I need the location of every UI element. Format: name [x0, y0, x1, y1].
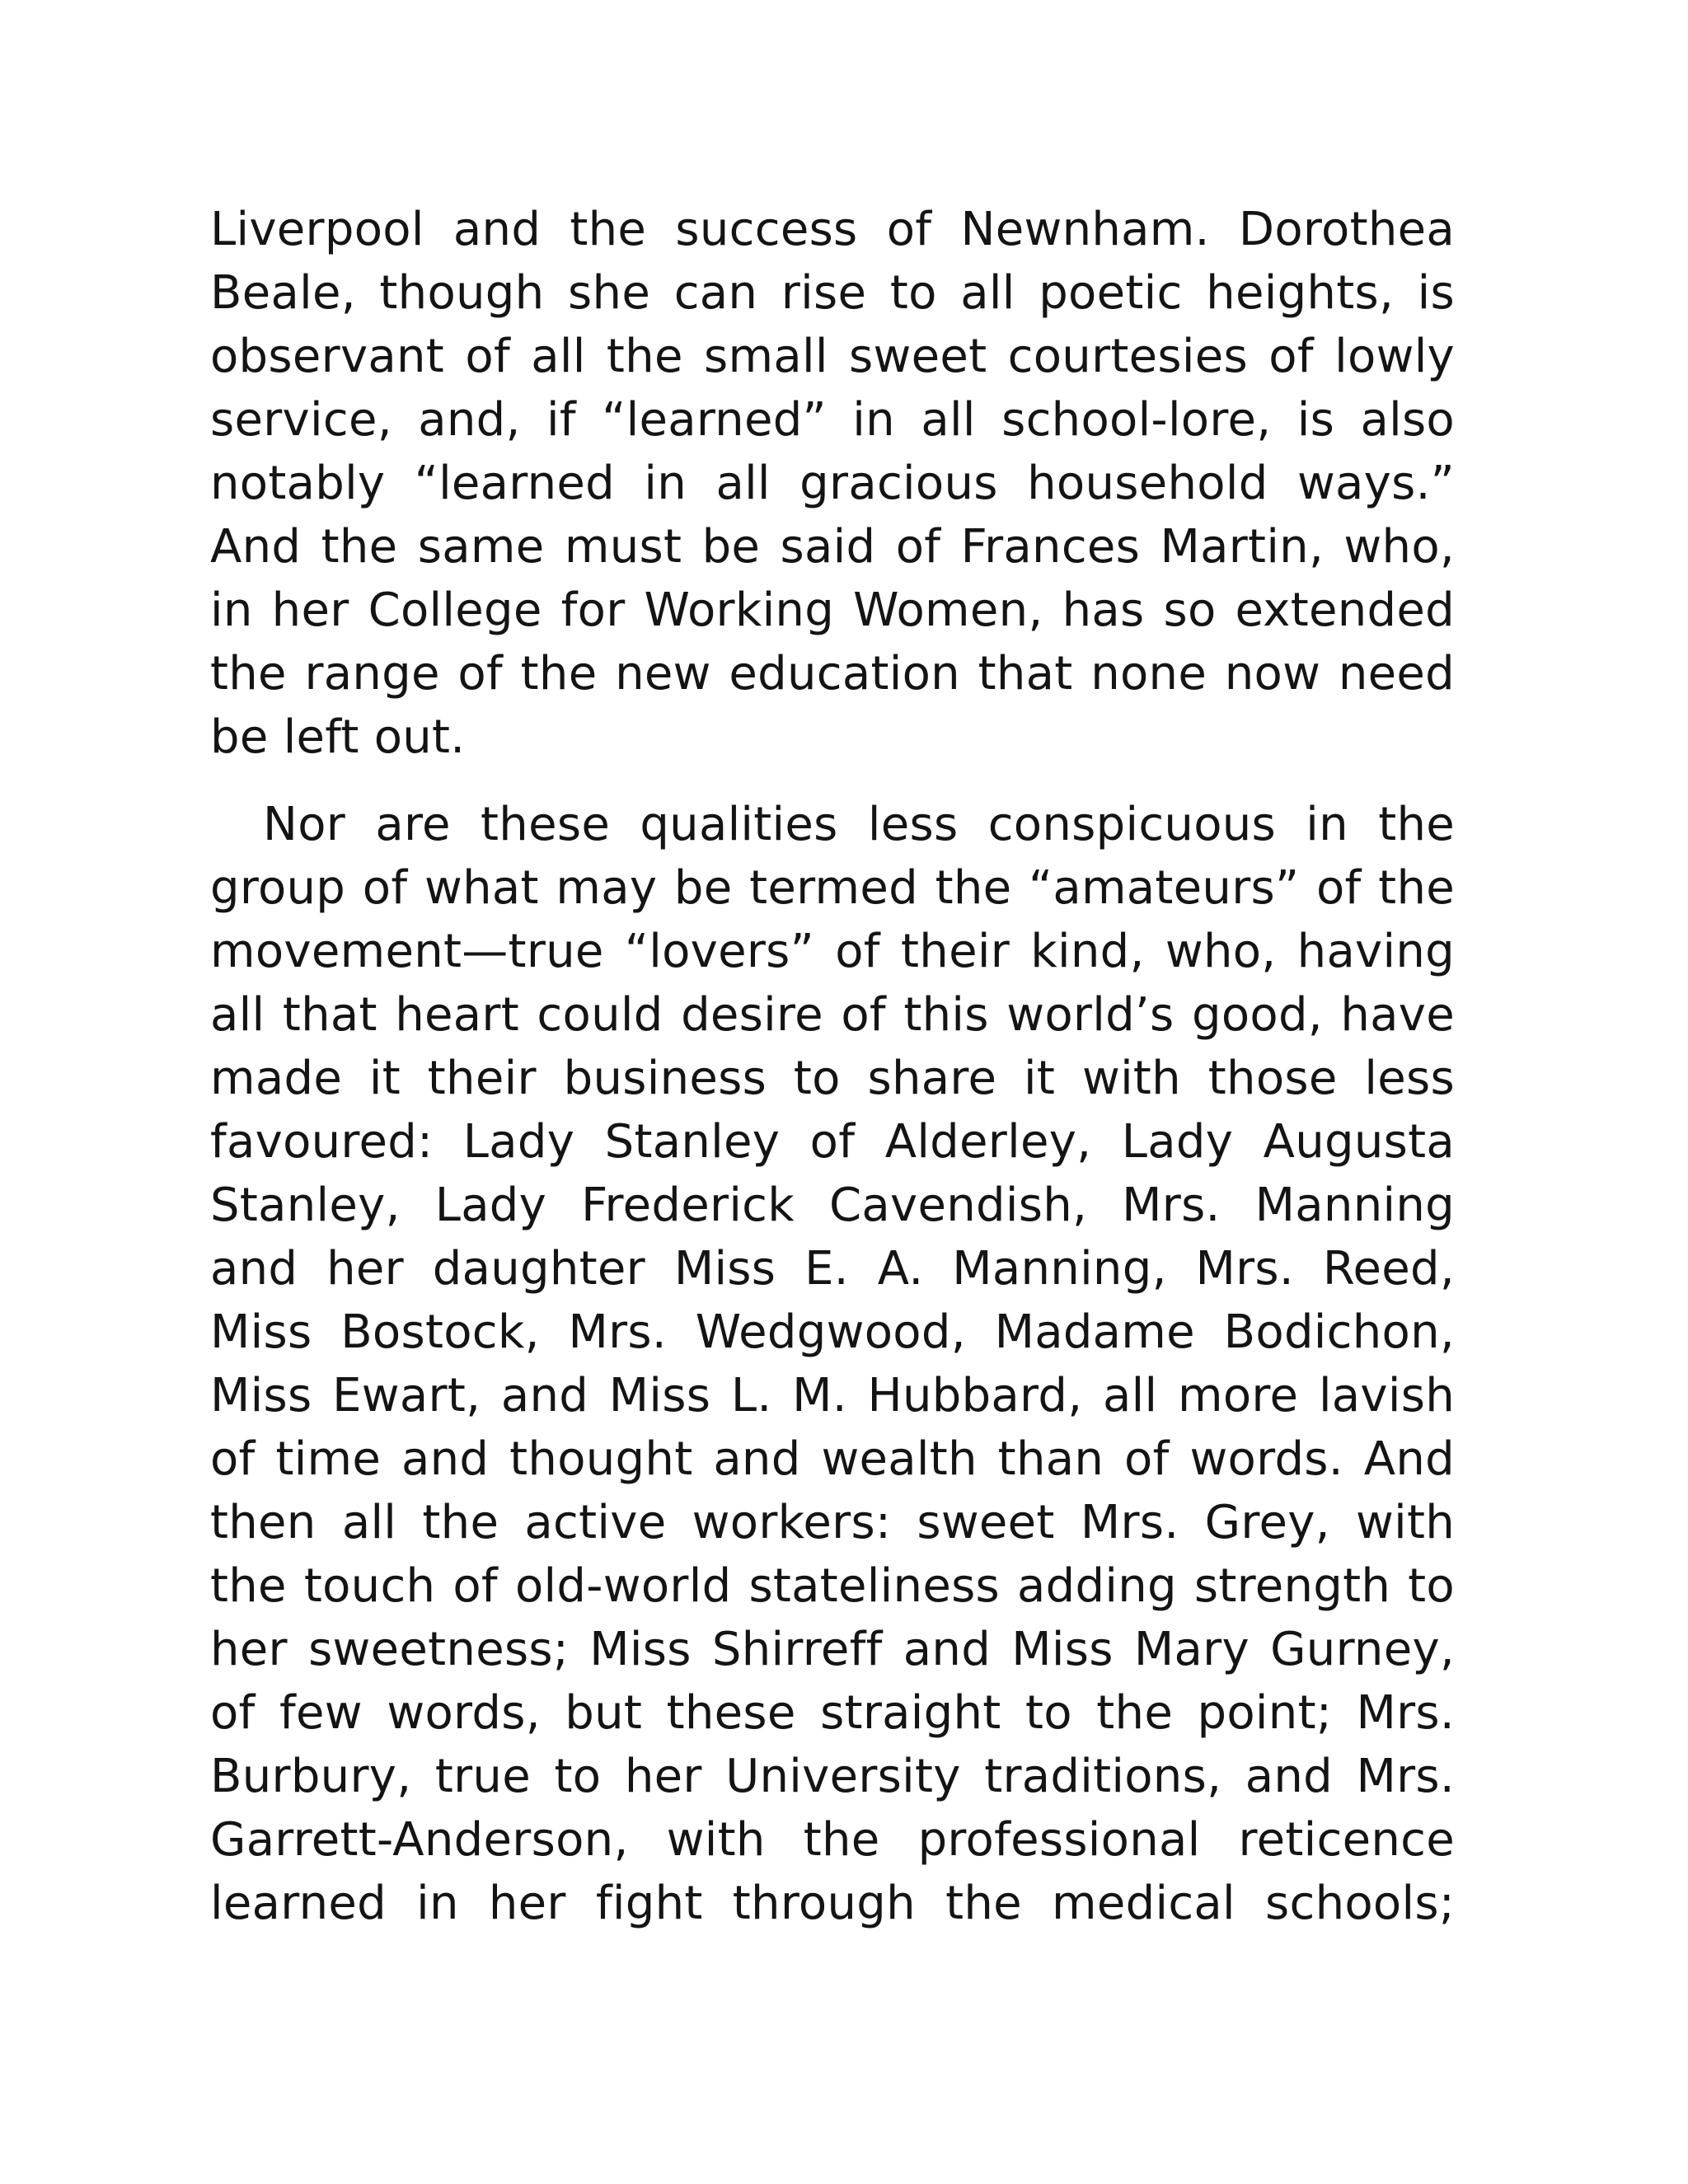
paragraph-2: Nor are these qualities less conspicuous in the group of what may be termed the “amateurs” of the movement—true “lovers” of their kind, who, having all that heart could desire of this world’s good, have made it their business to share it with those less favoured: Lady Stanley of Alderley, Lady Augusta Stanley, Lady Frederick Cavendish, Mrs. Manning and her daughter Miss E. A. Manning, Mrs. Reed, Miss Bostock, Mrs. Wedgwood, Madame Bodichon, Miss Ewart, and Miss L. M. Hubbard, all more lavish of time and thought and wealth than of words. And then all the active workers: sweet Mrs. Grey, with the touch of old-world stateliness adding strength to her sweetness; Miss Shirreff and Miss Mary Gurney, of few words, but these straight to the point; Mrs. Burbury, true to her University traditions, and Mrs. Garrett-Anderson, with the professional reticence learned in her fight through the medical schools; — [210, 798, 1455, 1930]
page-body-text — [210, 198, 1455, 1935]
paragraph-1: Liverpool and the success of Newnham. Dorothea Beale, though she can rise to all poetic heights, is observant of all the small sweet courtesies of lowly service, and, if “learned” in all school-lore, is also notably “learned in all gracious household ways.” And the same must be said of Frances Martin, who, in her College for Working Women, has so extended the range of the new education that none now need be left out. — [210, 203, 1455, 764]
